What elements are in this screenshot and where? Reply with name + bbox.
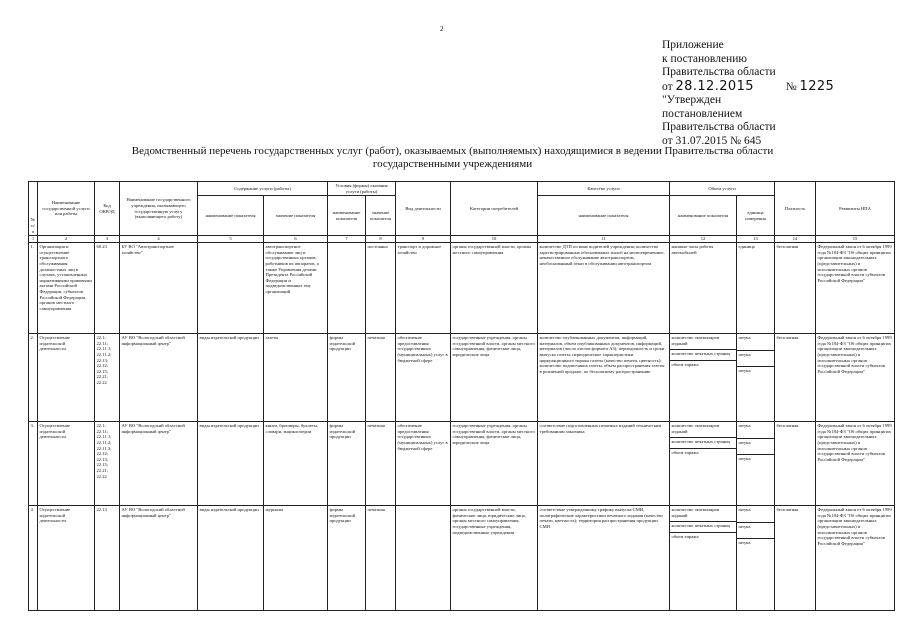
volume-indicator: количество печатных страниц — [670, 521, 736, 529]
cell-content-value: газеты — [264, 334, 328, 422]
volume-unit: штука — [737, 538, 774, 546]
services-table — [28, 181, 895, 611]
page-number: 2 — [440, 25, 444, 33]
cell-npa: Федеральный закон от 6 октября 1999 года №184-ФЗ "Об общих принципах организации законодательных (представительных) и исполнительных органов государственной власти субъектов Российской Федерации" — [816, 243, 895, 334]
column-number: 6 — [264, 236, 328, 243]
cell-content-value: автотранспортное обслуживание лиц и государственных органов, работников их аппаратов, а также Управления делами Президента Российской Федерации и подведомственных ему организаций — [264, 243, 328, 334]
header-quality-indicator: наименование показателя — [538, 196, 670, 236]
cell-service-name: Осуществление издательской деятельности — [38, 422, 95, 506]
volume-unit: штука — [738, 507, 751, 513]
cell-content-value: книги, брошюры, буклеты, словари, энциклопедии — [264, 422, 328, 506]
column-number: 1 — [29, 236, 38, 243]
cell-okved: 22.1; 22.11; 22.11.1; 22.11.2; 22.13; 22.12; 22.15; 22.21; 22.22 — [95, 334, 120, 422]
volume-indicator: объем тиража — [670, 448, 736, 456]
volume-unit: штука — [737, 350, 774, 358]
cell-npa: Федеральный закон от 6 октября 1999 года №184-ФЗ "Об общих принципах организации законодательных (представительных) и исполнительных органов государственной власти субъектов Российской Федерации" — [816, 334, 895, 422]
column-number: 13 — [737, 236, 775, 243]
header-activity: Вид деятельности — [396, 182, 451, 236]
header-institution: Наименование государственного учреждения, оказывающего государственную услугу (выполняющего работу) — [120, 182, 198, 236]
appendix-number-label: № — [785, 80, 797, 93]
header-volume-indicator: наименование показателя — [670, 196, 737, 236]
cell-activity — [396, 506, 451, 611]
cell-consumers: органы государственной власти, органы местного самоуправления — [451, 243, 538, 334]
title-line: Ведомственный перечень государственных услуг (работ), оказываемых (выполняемых) находящимися в ведении Правительства области — [131, 145, 774, 157]
volume-unit: штука — [737, 438, 774, 446]
column-number: 10 — [451, 236, 538, 243]
appendix-date-line — [662, 80, 892, 95]
header-quality-group: Качество услуги — [538, 182, 670, 196]
header-content-value: значение показателя — [264, 196, 328, 236]
header-npa: Реквизиты НПА — [816, 182, 895, 236]
column-number: 5 — [198, 236, 264, 243]
volume-indicator: количество печатных страниц — [670, 437, 736, 445]
column-number: 9 — [396, 236, 451, 243]
cell-cond-indicator: формы издательской продукции — [328, 422, 366, 506]
volume-indicator: объем тиража — [670, 360, 736, 368]
header-service-name: Наименование государственной услуги или работы — [38, 182, 95, 236]
header-volume-unit: единица измерения — [737, 196, 775, 236]
volume-indicator: количество печатных страниц — [670, 349, 736, 357]
volume-unit: штука — [738, 423, 751, 429]
column-number: 2 — [38, 236, 95, 243]
volume-indicator: машино-часы работы автомобилей — [671, 244, 714, 255]
cell-unit — [737, 334, 775, 422]
volume-unit: штука — [738, 335, 751, 341]
header-cond-indicator: наименование показателя — [328, 196, 366, 236]
appendix-line: Правительства области — [662, 121, 776, 133]
cell-okved: 22.1; 22.11; 22.11.1; 22.11.2; 22.11.3; 22.12; 22.13; 22.15; 22.21; 22.22 — [95, 422, 120, 506]
cell-npa: Федеральный закон от 6 октября 1999 года №184-ФЗ "Об общих принципах организации законодательных (представительных) и исполнительных органов государственной власти субъектов Российской Федерации" — [816, 422, 895, 506]
cell-payment: бесплатная — [775, 334, 816, 422]
cell-quality: количество опубликованных документов, информаций, материалов, объем опубликованных документов, информаций, материалов (число листов формата А3); периодичность и сроки выпуска газеты; периодическое характеристики циркуляционного тиража газеты (качество печати, цветность); количество подписчиков газеты, объем распространения газеты в розничной продаже, по бесплатному распространению — [538, 334, 670, 422]
cell-institution: АУ ВО "Вологодский областной информационный центр" — [120, 506, 198, 611]
cell-service-name: Осуществление издательской деятельности — [38, 506, 95, 611]
cell-consumers: органы государственной власти, физические лица, юридические лица, органы местного самоуправления, государственные учреждения, подведомственные учреждения — [451, 506, 538, 611]
cell-payment: бесплатная — [775, 422, 816, 506]
column-number: 15 — [816, 236, 895, 243]
appendix-from-prefix: от — [662, 80, 673, 93]
column-numbers-row — [29, 236, 895, 243]
cell-num: 3. — [29, 422, 38, 506]
column-number: 4 — [120, 236, 198, 243]
cell-unit — [737, 506, 775, 611]
column-number: 7 — [328, 236, 366, 243]
appendix-block — [662, 39, 892, 148]
appendix-date: 28.12.2015 — [675, 78, 754, 94]
column-number: 12 — [670, 236, 737, 243]
table-row — [29, 243, 895, 334]
cell-institution: АУ ВО "Вологодский областной информационный центр" — [120, 422, 198, 506]
cell-payment: бесплатная — [775, 243, 816, 334]
volume-indicator: количество экземпляров изданий — [671, 335, 720, 346]
appendix-line: Правительства области — [662, 66, 776, 78]
column-number: 14 — [775, 236, 816, 243]
appendix-line: "Утвержден — [662, 94, 722, 106]
cell-quality: количество ДТП по вине водителей учреждения; количество зарегистрированных обоснованных жалоб на несвоевременное, некачественное обслуживание автотранспортом, необоснованный отказ в обслуживании автотранспортом — [538, 243, 670, 334]
cell-volume — [670, 422, 737, 506]
volume-unit: штука — [737, 366, 774, 374]
cell-service-name: Осуществление издательской деятельности — [38, 334, 95, 422]
column-number: 11 — [538, 236, 670, 243]
volume-indicator: количество экземпляров изданий — [671, 507, 720, 518]
table-row — [29, 506, 895, 611]
cell-num: 1. — [29, 243, 38, 334]
cell-activity: обеспечение предоставления государственных (муниципальных) услуг в бюджетной сфере — [396, 422, 451, 506]
appendix-line: к постановлению — [662, 52, 747, 65]
cell-unit — [737, 422, 775, 506]
appendix-line: постановлением — [662, 107, 743, 120]
cell-cond-indicator: формы издательской продукции — [328, 506, 366, 611]
cell-cond-indicator: формы издательской продукции — [328, 334, 366, 422]
header-content-indicator: наименование показателя — [198, 196, 264, 236]
cell-cond-value: печатная — [366, 334, 396, 422]
appendix-number: 1225 — [799, 78, 835, 94]
cell-content-indicator: виды издательской продукции — [198, 334, 264, 422]
cell-volume — [670, 506, 737, 611]
volume-unit: единица — [738, 244, 755, 250]
table-row — [29, 422, 895, 506]
cell-cond-value: постоянно — [366, 243, 396, 334]
cell-institution: АУ ВО "Вологодский областной информационный центр" — [120, 334, 198, 422]
header-conditions-group: Условия (формы) оказания услуги (работы) — [328, 182, 396, 196]
table-row — [29, 334, 895, 422]
cell-consumers: государственные учреждения, органы государственной власти, органы местного самоуправления, физические лица, юридические лица — [451, 334, 538, 422]
cell-content-value: журналы — [264, 506, 328, 611]
document-title — [60, 145, 845, 170]
cell-okved: 60.23 — [95, 243, 120, 334]
cell-cond-value: печатная — [366, 422, 396, 506]
header-volume-group: Объем услуги — [670, 182, 775, 196]
header-okved: Код ОКВЭД — [95, 182, 120, 236]
cell-volume — [670, 243, 737, 334]
cell-quality: соответствие подготовленных печатных изданий техническим требованиям заказчика — [538, 422, 670, 506]
column-number: 8 — [366, 236, 396, 243]
cell-service-name: Организация и осуществление транспортного обслуживания должностных лиц в случаях, установленных нормативными правовыми актами Российской Федерации, субъектов Российской Федерации, органов местного самоуправления — [38, 243, 95, 334]
cell-payment: бесплатная — [775, 506, 816, 611]
header-consumers: Категории потребителей — [451, 182, 538, 236]
cell-content-indicator — [198, 243, 264, 334]
cell-content-indicator: виды издательской продукции — [198, 506, 264, 611]
cell-okved: 22.13 — [95, 506, 120, 611]
cell-activity: транспорт и дорожное хозяйство — [396, 243, 451, 334]
volume-indicator: объем тиража — [670, 532, 736, 540]
appendix-line: Приложение — [662, 39, 724, 51]
cell-quality: соответствие утвержденному графику выпуска СМИ, полиграфические характеристики печатного издания (качество печати, цветность); территория распространения продукции СМИ — [538, 506, 670, 611]
volume-unit: штука — [737, 454, 774, 462]
header-payment: Платность — [775, 182, 816, 236]
cell-volume — [670, 334, 737, 422]
appendix-line: от 31.07.2015 № 645 — [662, 134, 762, 147]
column-number: 3 — [95, 236, 120, 243]
cell-institution: БУ ВО "Автотранспортное хозяйство" — [120, 243, 198, 334]
header-num: № п/п — [29, 182, 38, 236]
title-line: государственными учреждениями — [372, 157, 533, 170]
header-content-group: Содержание услуги (работы) — [198, 182, 328, 196]
cell-cond-indicator — [328, 243, 366, 334]
volume-unit: штука — [737, 522, 774, 530]
volume-indicator: количество экземпляров изданий — [671, 423, 720, 434]
cell-consumers: государственные учреждения, органы государственной власти, органы местного самоуправления, физические лица, юридические лица — [451, 422, 538, 506]
cell-cond-value: печатная — [366, 506, 396, 611]
cell-unit — [737, 243, 775, 334]
cell-num: 2. — [29, 334, 38, 422]
cell-num: 4. — [29, 506, 38, 611]
header-cond-value: значение показателя — [366, 196, 396, 236]
cell-content-indicator: виды издательской продукции — [198, 422, 264, 506]
cell-activity: обеспечение предоставления государственных (муниципальных) услуг в бюджетной сфере — [396, 334, 451, 422]
cell-npa: Федеральный закон от 6 октября 1999 года №184-ФЗ "Об общих принципах организации законодательных (представительных) и исполнительных органов государственной власти субъектов Российской Федерации" — [816, 506, 895, 611]
